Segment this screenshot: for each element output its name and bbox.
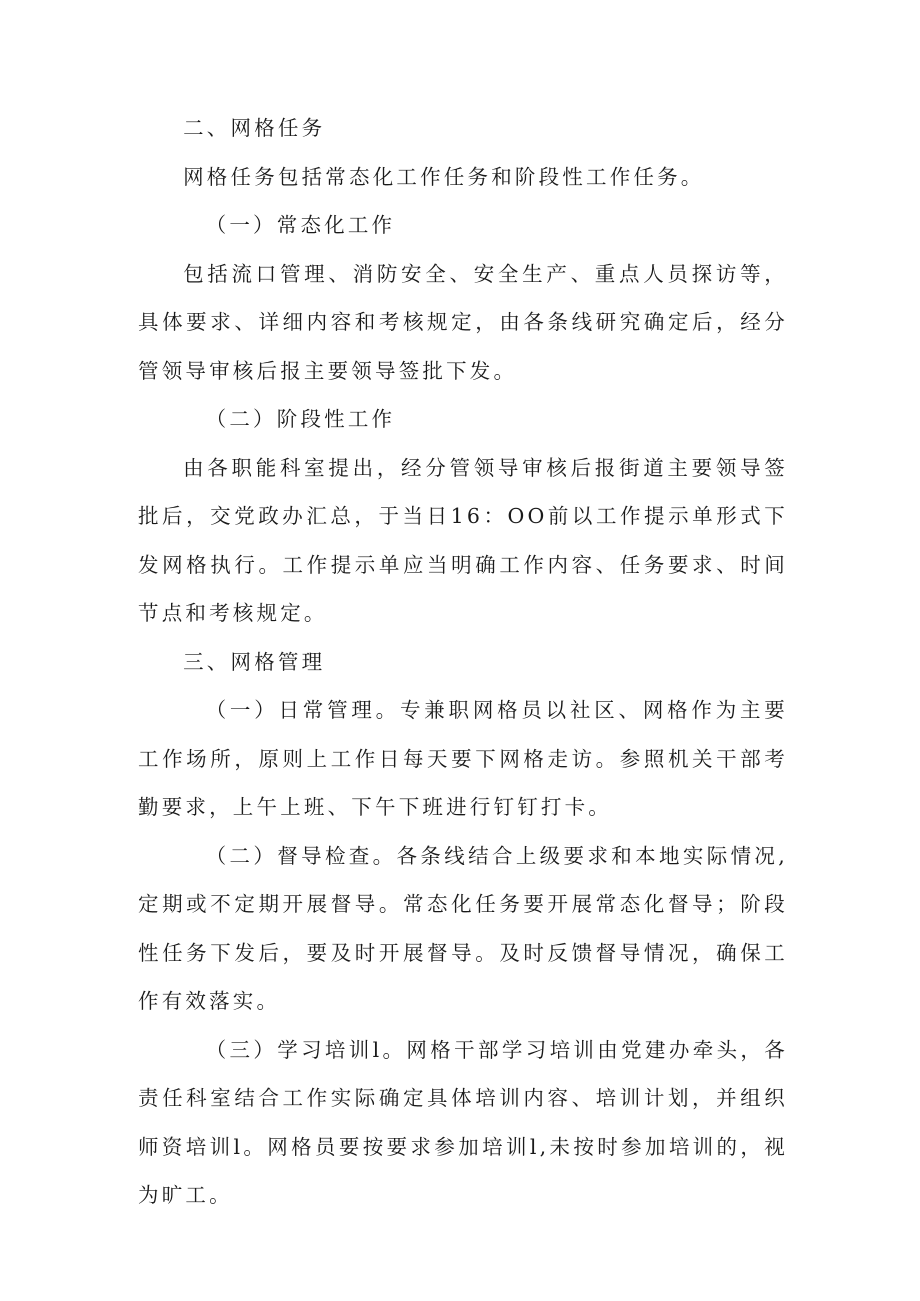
document-body <box>138 104 788 1220</box>
subheading-phased-work: （二）阶段性工作 <box>205 407 396 431</box>
paragraph-daily-management: （一）日常管理。专兼职网格员以社区、网格作为主要工作场所，原则上工作日每天要下网格走访。参照机关干部考勤要求，上午上班、下午下班进行钉钉打卡。 <box>138 698 788 819</box>
section-heading-grid-tasks: 二、网格任务 <box>183 116 326 140</box>
paragraph-routine-work: 包括流口管理、消防安全、安全生产、重点人员探访等，具体要求、详细内容和考核规定，由各条线研究确定后，经分管领导审核后报主要领导签批下发。 <box>138 261 788 383</box>
paragraph-training: （三）学习培训l。网格干部学习培训由党建办牵头，各责任科室结合工作实际确定具体培训内容、培训计划，并组织师资培训l。网格员要按要求参加培训l,未按时参加培训的，视为旷工。 <box>138 1037 788 1207</box>
section-heading-grid-management: 三、网格管理 <box>183 649 326 674</box>
paragraph-supervision-inspection: （二）督导检查。各条线结合上级要求和本地实际情况,定期或不定期开展督导。常态化任务要开展常态化督导；阶段性任务下发后，要及时开展督导。及时反馈督导情况，确保工作有效落实。 <box>138 843 788 1013</box>
paragraph-phased-work: 由各职能科室提出，经分管领导审核后报街道主要领导签批后，交党政办汇总，于当日16：OO前以工作提示单形式下发网格执行。工作提示单应当明确工作内容、任务要求、时间节点和考核规定。 <box>138 455 788 625</box>
paragraph-grid-tasks-intro: 网格任务包括常态化工作任务和阶段性工作任务。 <box>183 164 705 189</box>
subheading-routine-work: （一）常态化工作 <box>205 213 396 237</box>
